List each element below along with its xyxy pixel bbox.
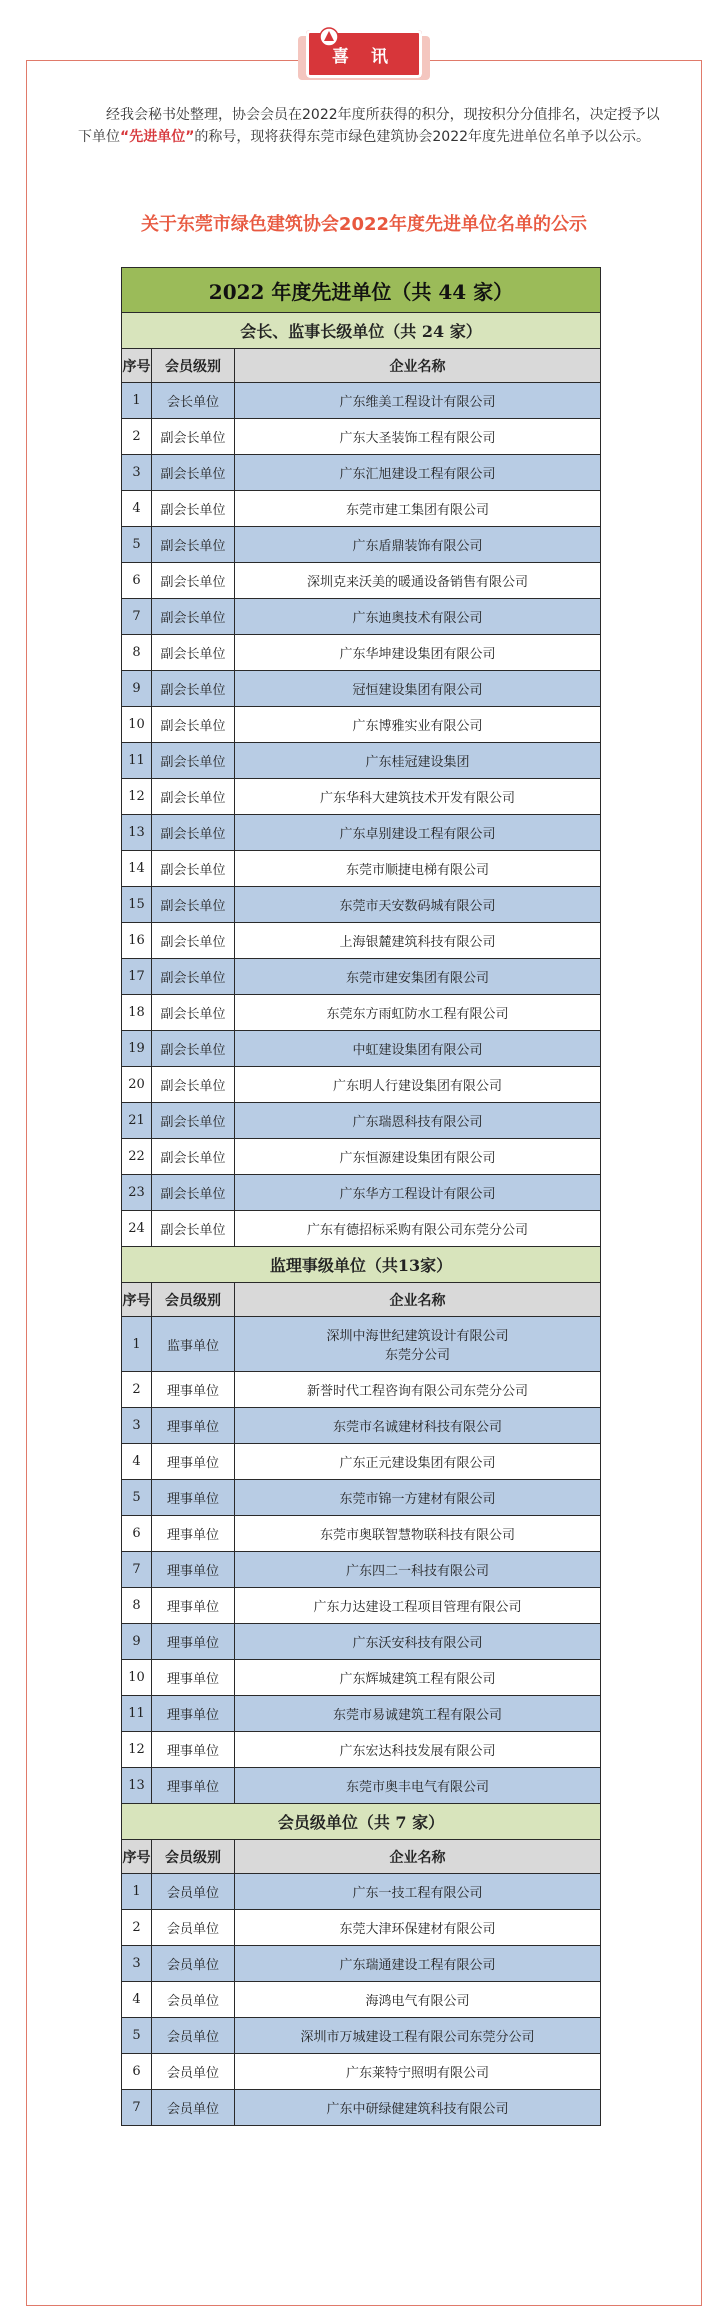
company-name-line: 广东瑞通建设工程有限公司	[339, 1958, 496, 1973]
row-number: 6	[122, 563, 152, 599]
row-member-level: 副会长单位	[152, 1211, 235, 1247]
row-number: 10	[122, 1660, 152, 1696]
table-row	[122, 1732, 601, 1768]
row-company-name	[235, 455, 601, 491]
row-company-name	[235, 923, 601, 959]
advanced-units-table	[121, 267, 601, 2126]
company-name-line: 东莞市锦一方建材有限公司	[339, 1492, 496, 1507]
table-row	[122, 455, 601, 491]
row-number: 4	[122, 1982, 152, 2018]
row-member-level: 会员单位	[152, 1874, 235, 1910]
table-row	[122, 1516, 601, 1552]
row-company-name	[235, 1211, 601, 1247]
row-number: 8	[122, 635, 152, 671]
row-member-level: 副会长单位	[152, 887, 235, 923]
company-name-line: 中虹建设集团有限公司	[352, 1043, 483, 1058]
table-row	[122, 779, 601, 815]
table-body	[122, 268, 601, 2126]
row-number: 20	[122, 1067, 152, 1103]
table-row	[122, 887, 601, 923]
company-name-line: 东莞大津环保建材有限公司	[339, 1922, 496, 1937]
table-row	[122, 1317, 601, 1372]
row-number: 5	[122, 2018, 152, 2054]
row-member-level: 理事单位	[152, 1552, 235, 1588]
table-row	[122, 1139, 601, 1175]
row-member-level: 会员单位	[152, 2054, 235, 2090]
table-main-title: 2022 年度先进单位（共 44 家）	[122, 268, 601, 313]
row-number: 1	[122, 1874, 152, 1910]
table-row	[122, 923, 601, 959]
column-header-name: 企业名称	[235, 1840, 601, 1874]
intro-paragraph	[78, 104, 672, 148]
badge-label: 喜 讯	[306, 30, 422, 78]
row-company-name	[235, 635, 601, 671]
table-row	[122, 1660, 601, 1696]
row-member-level: 理事单位	[152, 1768, 235, 1804]
company-name-line: 广东中研绿健建筑科技有限公司	[326, 2102, 509, 2117]
company-name-line: 广东一技工程有限公司	[352, 1886, 483, 1901]
table-row	[122, 635, 601, 671]
row-member-level: 会员单位	[152, 2018, 235, 2054]
column-header-level: 会员级别	[152, 1283, 235, 1317]
row-company-name	[235, 383, 601, 419]
company-name-line: 广东迪奥技术有限公司	[352, 611, 483, 626]
row-number: 4	[122, 1444, 152, 1480]
company-name-line: 广东汇旭建设工程有限公司	[339, 467, 496, 482]
row-company-name	[235, 1139, 601, 1175]
company-name-line: 广东沃安科技有限公司	[352, 1636, 483, 1651]
row-number: 7	[122, 2090, 152, 2126]
table-row	[122, 599, 601, 635]
company-name-line: 广东卓别建设工程有限公司	[339, 827, 496, 842]
row-company-name	[235, 815, 601, 851]
company-name-line: 东莞市顺捷电梯有限公司	[345, 863, 489, 878]
row-member-level: 理事单位	[152, 1408, 235, 1444]
company-name-line: 广东华坤建设集团有限公司	[339, 647, 496, 662]
table-row	[122, 1946, 601, 1982]
row-number: 12	[122, 779, 152, 815]
row-number: 23	[122, 1175, 152, 1211]
row-member-level: 副会长单位	[152, 563, 235, 599]
row-member-level: 监事单位	[152, 1317, 235, 1372]
row-number: 3	[122, 455, 152, 491]
section-header	[122, 1247, 601, 1283]
row-member-level: 理事单位	[152, 1480, 235, 1516]
row-number: 1	[122, 383, 152, 419]
row-member-level: 会员单位	[152, 1982, 235, 2018]
table-main-header	[122, 268, 601, 313]
company-name-line: 广东盾鼎装饰有限公司	[352, 539, 483, 554]
table-row	[122, 1067, 601, 1103]
row-company-name	[235, 1946, 601, 1982]
row-member-level: 副会长单位	[152, 527, 235, 563]
table-row	[122, 1768, 601, 1804]
row-member-level: 副会长单位	[152, 815, 235, 851]
row-member-level: 副会长单位	[152, 1031, 235, 1067]
row-member-level: 副会长单位	[152, 599, 235, 635]
row-member-level: 副会长单位	[152, 1103, 235, 1139]
table-row	[122, 1874, 601, 1910]
table-row	[122, 707, 601, 743]
row-number: 17	[122, 959, 152, 995]
row-company-name	[235, 2054, 601, 2090]
table-row	[122, 563, 601, 599]
row-member-level: 副会长单位	[152, 743, 235, 779]
company-name-line: 广东宏达科技发展有限公司	[339, 1744, 496, 1759]
company-name-line: 广东莱特宁照明有限公司	[345, 2066, 489, 2081]
table-row	[122, 491, 601, 527]
company-name-line-2: 东莞分公司	[384, 1348, 450, 1363]
table-row	[122, 671, 601, 707]
row-company-name	[235, 2018, 601, 2054]
row-member-level: 副会长单位	[152, 995, 235, 1031]
row-member-level: 会员单位	[152, 1910, 235, 1946]
company-name-line: 东莞市建工集团有限公司	[345, 503, 489, 518]
table-row	[122, 1624, 601, 1660]
row-number: 5	[122, 527, 152, 563]
row-company-name	[235, 2090, 601, 2126]
row-company-name	[235, 1372, 601, 1408]
row-number: 19	[122, 1031, 152, 1067]
row-number: 7	[122, 1552, 152, 1588]
row-number: 14	[122, 851, 152, 887]
row-company-name	[235, 959, 601, 995]
row-company-name	[235, 1874, 601, 1910]
company-name-line: 广东四二一科技有限公司	[345, 1564, 489, 1579]
company-name-line: 广东大圣装饰工程有限公司	[339, 431, 496, 446]
row-company-name	[235, 1910, 601, 1946]
row-number: 7	[122, 599, 152, 635]
table-row	[122, 743, 601, 779]
row-company-name	[235, 1480, 601, 1516]
table-row	[122, 2090, 601, 2126]
row-number: 3	[122, 1946, 152, 1982]
row-company-name	[235, 1696, 601, 1732]
row-member-level: 副会长单位	[152, 851, 235, 887]
row-member-level: 理事单位	[152, 1516, 235, 1552]
company-name-line: 深圳克来沃美的暖通设备销售有限公司	[306, 575, 528, 590]
party-icon	[318, 26, 340, 48]
company-name-line: 广东辉城建筑工程有限公司	[339, 1672, 496, 1687]
row-member-level: 副会长单位	[152, 635, 235, 671]
row-company-name	[235, 779, 601, 815]
column-header-row	[122, 1840, 601, 1874]
company-name-line: 广东正元建设集团有限公司	[339, 1456, 496, 1471]
table-row	[122, 2018, 601, 2054]
table-row	[122, 1480, 601, 1516]
table-row	[122, 2054, 601, 2090]
company-name-line: 广东力达建设工程项目管理有限公司	[313, 1600, 522, 1615]
table-row	[122, 1696, 601, 1732]
company-name-line: 东莞东方雨虹防水工程有限公司	[326, 1007, 509, 1022]
row-number: 4	[122, 491, 152, 527]
row-number: 6	[122, 2054, 152, 2090]
row-number: 13	[122, 1768, 152, 1804]
row-number: 5	[122, 1480, 152, 1516]
row-number: 24	[122, 1211, 152, 1247]
row-number: 10	[122, 707, 152, 743]
table-row	[122, 1175, 601, 1211]
column-header-no: 序号	[122, 1283, 152, 1317]
row-company-name	[235, 743, 601, 779]
company-name-line: 广东瑞恩科技有限公司	[352, 1115, 483, 1130]
row-member-level: 副会长单位	[152, 959, 235, 995]
row-number: 8	[122, 1588, 152, 1624]
column-header-no: 序号	[122, 349, 152, 383]
row-member-level: 理事单位	[152, 1660, 235, 1696]
row-company-name	[235, 527, 601, 563]
row-company-name	[235, 1732, 601, 1768]
row-member-level: 副会长单位	[152, 779, 235, 815]
row-company-name	[235, 995, 601, 1031]
company-name-line: 东莞市奥丰电气有限公司	[345, 1780, 489, 1795]
row-member-level: 副会长单位	[152, 1139, 235, 1175]
row-member-level: 副会长单位	[152, 671, 235, 707]
row-number: 6	[122, 1516, 152, 1552]
company-name-line: 广东明人行建设集团有限公司	[332, 1079, 502, 1094]
row-member-level: 副会长单位	[152, 1175, 235, 1211]
table-row	[122, 1211, 601, 1247]
row-company-name	[235, 1031, 601, 1067]
row-company-name	[235, 887, 601, 923]
section-header	[122, 313, 601, 349]
intro-part1: 经我会秘书处整理，协会会员在2022年度所获得的积分，现按积分分值排名，决定授予以下单位	[78, 107, 660, 145]
row-number: 16	[122, 923, 152, 959]
row-company-name	[235, 1317, 601, 1372]
row-number: 2	[122, 419, 152, 455]
row-number: 2	[122, 1372, 152, 1408]
company-name-line: 广东维美工程设计有限公司	[339, 395, 496, 410]
table-row	[122, 527, 601, 563]
row-company-name	[235, 1516, 601, 1552]
row-company-name	[235, 1768, 601, 1804]
company-name-line: 广东华方工程设计有限公司	[339, 1187, 496, 1202]
company-name-line: 广东桂冠建设集团	[365, 755, 470, 770]
company-name-line: 深圳市万城建设工程有限公司东莞分公司	[300, 2030, 535, 2045]
row-company-name	[235, 599, 601, 635]
intro-part2: 的称号，现将获得东莞市绿色建筑协会2022年度先进单位名单予以公示。	[194, 129, 651, 145]
row-number: 12	[122, 1732, 152, 1768]
table-row	[122, 1372, 601, 1408]
section-title: 会员级单位（共 7 家）	[122, 1804, 601, 1840]
column-header-row	[122, 349, 601, 383]
row-member-level: 副会长单位	[152, 923, 235, 959]
row-number: 3	[122, 1408, 152, 1444]
table-row	[122, 1910, 601, 1946]
table-row	[122, 995, 601, 1031]
row-number: 13	[122, 815, 152, 851]
company-name-line: 冠恒建设集团有限公司	[352, 683, 483, 698]
row-company-name	[235, 671, 601, 707]
section-title: 会长、监事长级单位（共 24 家）	[122, 313, 601, 349]
notice-title: 关于东莞市绿色建筑协会2022年度先进单位名单的公示	[140, 214, 588, 235]
column-header-level: 会员级别	[152, 349, 235, 383]
company-name-line: 广东恒源建设集团有限公司	[339, 1151, 496, 1166]
row-number: 9	[122, 1624, 152, 1660]
row-company-name	[235, 1588, 601, 1624]
row-company-name	[235, 851, 601, 887]
row-number: 11	[122, 1696, 152, 1732]
table-row	[122, 1444, 601, 1480]
row-company-name	[235, 419, 601, 455]
company-name-line: 广东博雅实业有限公司	[352, 719, 483, 734]
row-company-name	[235, 563, 601, 599]
row-number: 15	[122, 887, 152, 923]
row-member-level: 理事单位	[152, 1732, 235, 1768]
row-number: 2	[122, 1910, 152, 1946]
row-member-level: 会员单位	[152, 2090, 235, 2126]
column-header-name: 企业名称	[235, 1283, 601, 1317]
table-row	[122, 419, 601, 455]
row-member-level: 副会长单位	[152, 1067, 235, 1103]
company-name-line: 新誉时代工程咨询有限公司东莞分公司	[306, 1384, 528, 1399]
row-number: 11	[122, 743, 152, 779]
company-name-line: 深圳中海世纪建筑设计有限公司	[326, 1329, 509, 1344]
row-member-level: 理事单位	[152, 1624, 235, 1660]
column-header-no: 序号	[122, 1840, 152, 1874]
company-name-line: 东莞市易诚建筑工程有限公司	[332, 1708, 502, 1723]
row-company-name	[235, 1624, 601, 1660]
row-number: 1	[122, 1317, 152, 1372]
company-name-line: 东莞市名诚建材科技有限公司	[332, 1420, 502, 1435]
row-number: 22	[122, 1139, 152, 1175]
company-name-line: 广东华科大建筑技术开发有限公司	[319, 791, 515, 806]
column-header-name: 企业名称	[235, 349, 601, 383]
table-row	[122, 383, 601, 419]
row-member-level: 会长单位	[152, 383, 235, 419]
table-row	[122, 959, 601, 995]
row-company-name	[235, 707, 601, 743]
row-company-name	[235, 1103, 601, 1139]
company-name-line: 东莞市天安数码城有限公司	[339, 899, 496, 914]
row-member-level: 副会长单位	[152, 491, 235, 527]
company-name-line: 东莞市建安集团有限公司	[345, 971, 489, 986]
row-member-level: 理事单位	[152, 1588, 235, 1624]
company-name-line: 上海银麓建筑科技有限公司	[339, 935, 496, 950]
row-company-name	[235, 1444, 601, 1480]
row-company-name	[235, 491, 601, 527]
row-member-level: 会员单位	[152, 1946, 235, 1982]
row-company-name	[235, 1067, 601, 1103]
row-member-level: 副会长单位	[152, 419, 235, 455]
table-row	[122, 1588, 601, 1624]
row-company-name	[235, 1982, 601, 2018]
table-row	[122, 1031, 601, 1067]
row-member-level: 副会长单位	[152, 707, 235, 743]
table-row	[122, 1408, 601, 1444]
table-row	[122, 851, 601, 887]
row-company-name	[235, 1408, 601, 1444]
company-name-line: 海鸿电气有限公司	[365, 1994, 470, 2009]
row-member-level: 理事单位	[152, 1372, 235, 1408]
intro-highlight: “先进单位”	[120, 129, 195, 145]
news-badge	[298, 26, 430, 86]
row-member-level: 理事单位	[152, 1696, 235, 1732]
company-name-line: 广东有德招标采购有限公司东莞分公司	[306, 1223, 528, 1238]
section-title: 监理事级单位（共13家）	[122, 1247, 601, 1283]
table-row	[122, 1552, 601, 1588]
company-name-line: 东莞市奥联智慧物联科技有限公司	[319, 1528, 515, 1543]
row-member-level: 副会长单位	[152, 455, 235, 491]
row-number: 21	[122, 1103, 152, 1139]
row-company-name	[235, 1552, 601, 1588]
row-company-name	[235, 1660, 601, 1696]
row-company-name	[235, 1175, 601, 1211]
table-row	[122, 815, 601, 851]
table-row	[122, 1982, 601, 2018]
table-row	[122, 1103, 601, 1139]
section-header	[122, 1804, 601, 1840]
column-header-level: 会员级别	[152, 1840, 235, 1874]
row-number: 9	[122, 671, 152, 707]
row-number: 18	[122, 995, 152, 1031]
column-header-row	[122, 1283, 601, 1317]
row-member-level: 理事单位	[152, 1444, 235, 1480]
